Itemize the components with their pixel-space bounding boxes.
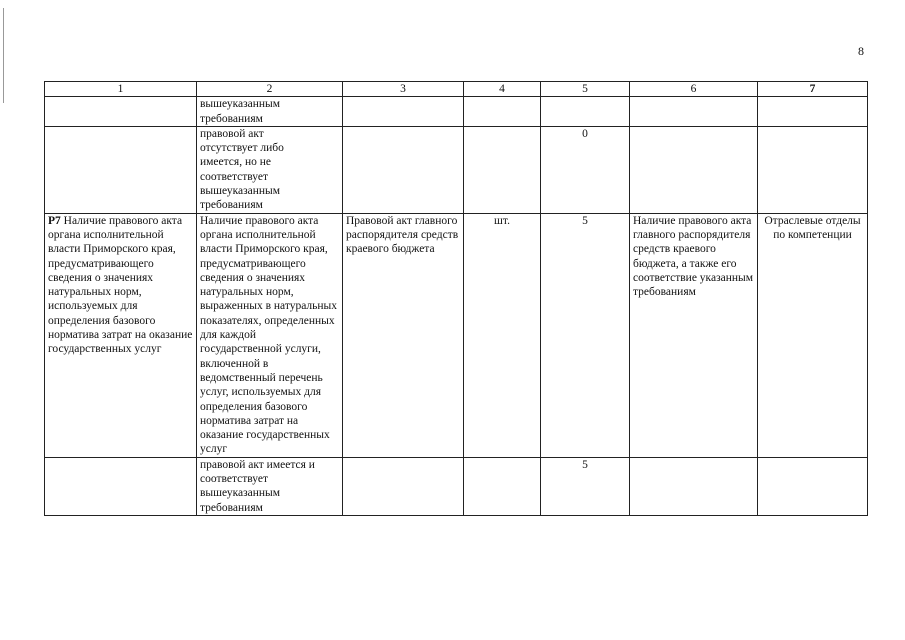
column-header: 1	[45, 82, 197, 97]
scan-edge-mark	[3, 8, 4, 103]
table-row	[45, 126, 868, 213]
criteria-table	[44, 81, 868, 516]
cell-indicator	[45, 213, 197, 457]
cell-indicator	[45, 97, 197, 127]
cell-criterion	[630, 97, 758, 127]
page-number: 8	[858, 44, 864, 58]
cell-responsible	[758, 97, 868, 127]
cell-responsible: Отраслевые отделы по компетенции	[758, 213, 868, 457]
table-row	[45, 457, 868, 515]
cell-indicator	[45, 457, 197, 515]
cell-score: 5	[541, 213, 630, 457]
cell-unit	[464, 457, 541, 515]
table-header-row	[45, 82, 868, 97]
cell-document	[343, 457, 464, 515]
table-row	[45, 97, 868, 127]
cell-document	[343, 126, 464, 213]
cell-condition: правовой акт отсутствует либо имеется, но не соответствует вышеуказанным требованиям	[197, 126, 343, 213]
cell-criterion	[630, 457, 758, 515]
column-header: 3	[343, 82, 464, 97]
cell-document: Правовой акт главного распорядителя средств краевого бюджета	[343, 213, 464, 457]
column-header: 6	[630, 82, 758, 97]
cell-responsible	[758, 126, 868, 213]
column-header: 4	[464, 82, 541, 97]
cell-document	[343, 97, 464, 127]
column-header: 7	[758, 82, 868, 97]
cell-responsible	[758, 457, 868, 515]
column-header: 2	[197, 82, 343, 97]
cell-indicator	[45, 126, 197, 213]
table-row	[45, 213, 868, 457]
cell-criterion: Наличие правового акта главного распорядителя средств краевого бюджета, а также его соответствие указанным требованиям	[630, 213, 758, 457]
cell-score	[541, 97, 630, 127]
cell-unit	[464, 126, 541, 213]
indicator-text: Наличие правового акта органа исполнительной власти Приморского края, предусматривающего сведения о значениях натуральных норм, используемых для определения базового норматива затрат на оказание государственных услуг	[48, 214, 193, 356]
indicator-code: Р7	[48, 214, 61, 227]
cell-condition: вышеуказанным требованиям	[197, 97, 343, 127]
cell-criterion	[630, 126, 758, 213]
cell-score: 0	[541, 126, 630, 213]
cell-unit	[464, 97, 541, 127]
cell-score: 5	[541, 457, 630, 515]
column-header: 5	[541, 82, 630, 97]
cell-condition: Наличие правового акта органа исполнительной власти Приморского края, предусматривающего сведения о значениях натуральных норм, выраженных в натуральных показателях, определенных для каждой государственной услуги, включенной в ведомственный перечень услуг, используемых для определения базового норматива затрат на оказание государственных услуг	[197, 213, 343, 457]
cell-unit: шт.	[464, 213, 541, 457]
cell-condition: правовой акт имеется и соответствует вышеуказанным требованиям	[197, 457, 343, 515]
